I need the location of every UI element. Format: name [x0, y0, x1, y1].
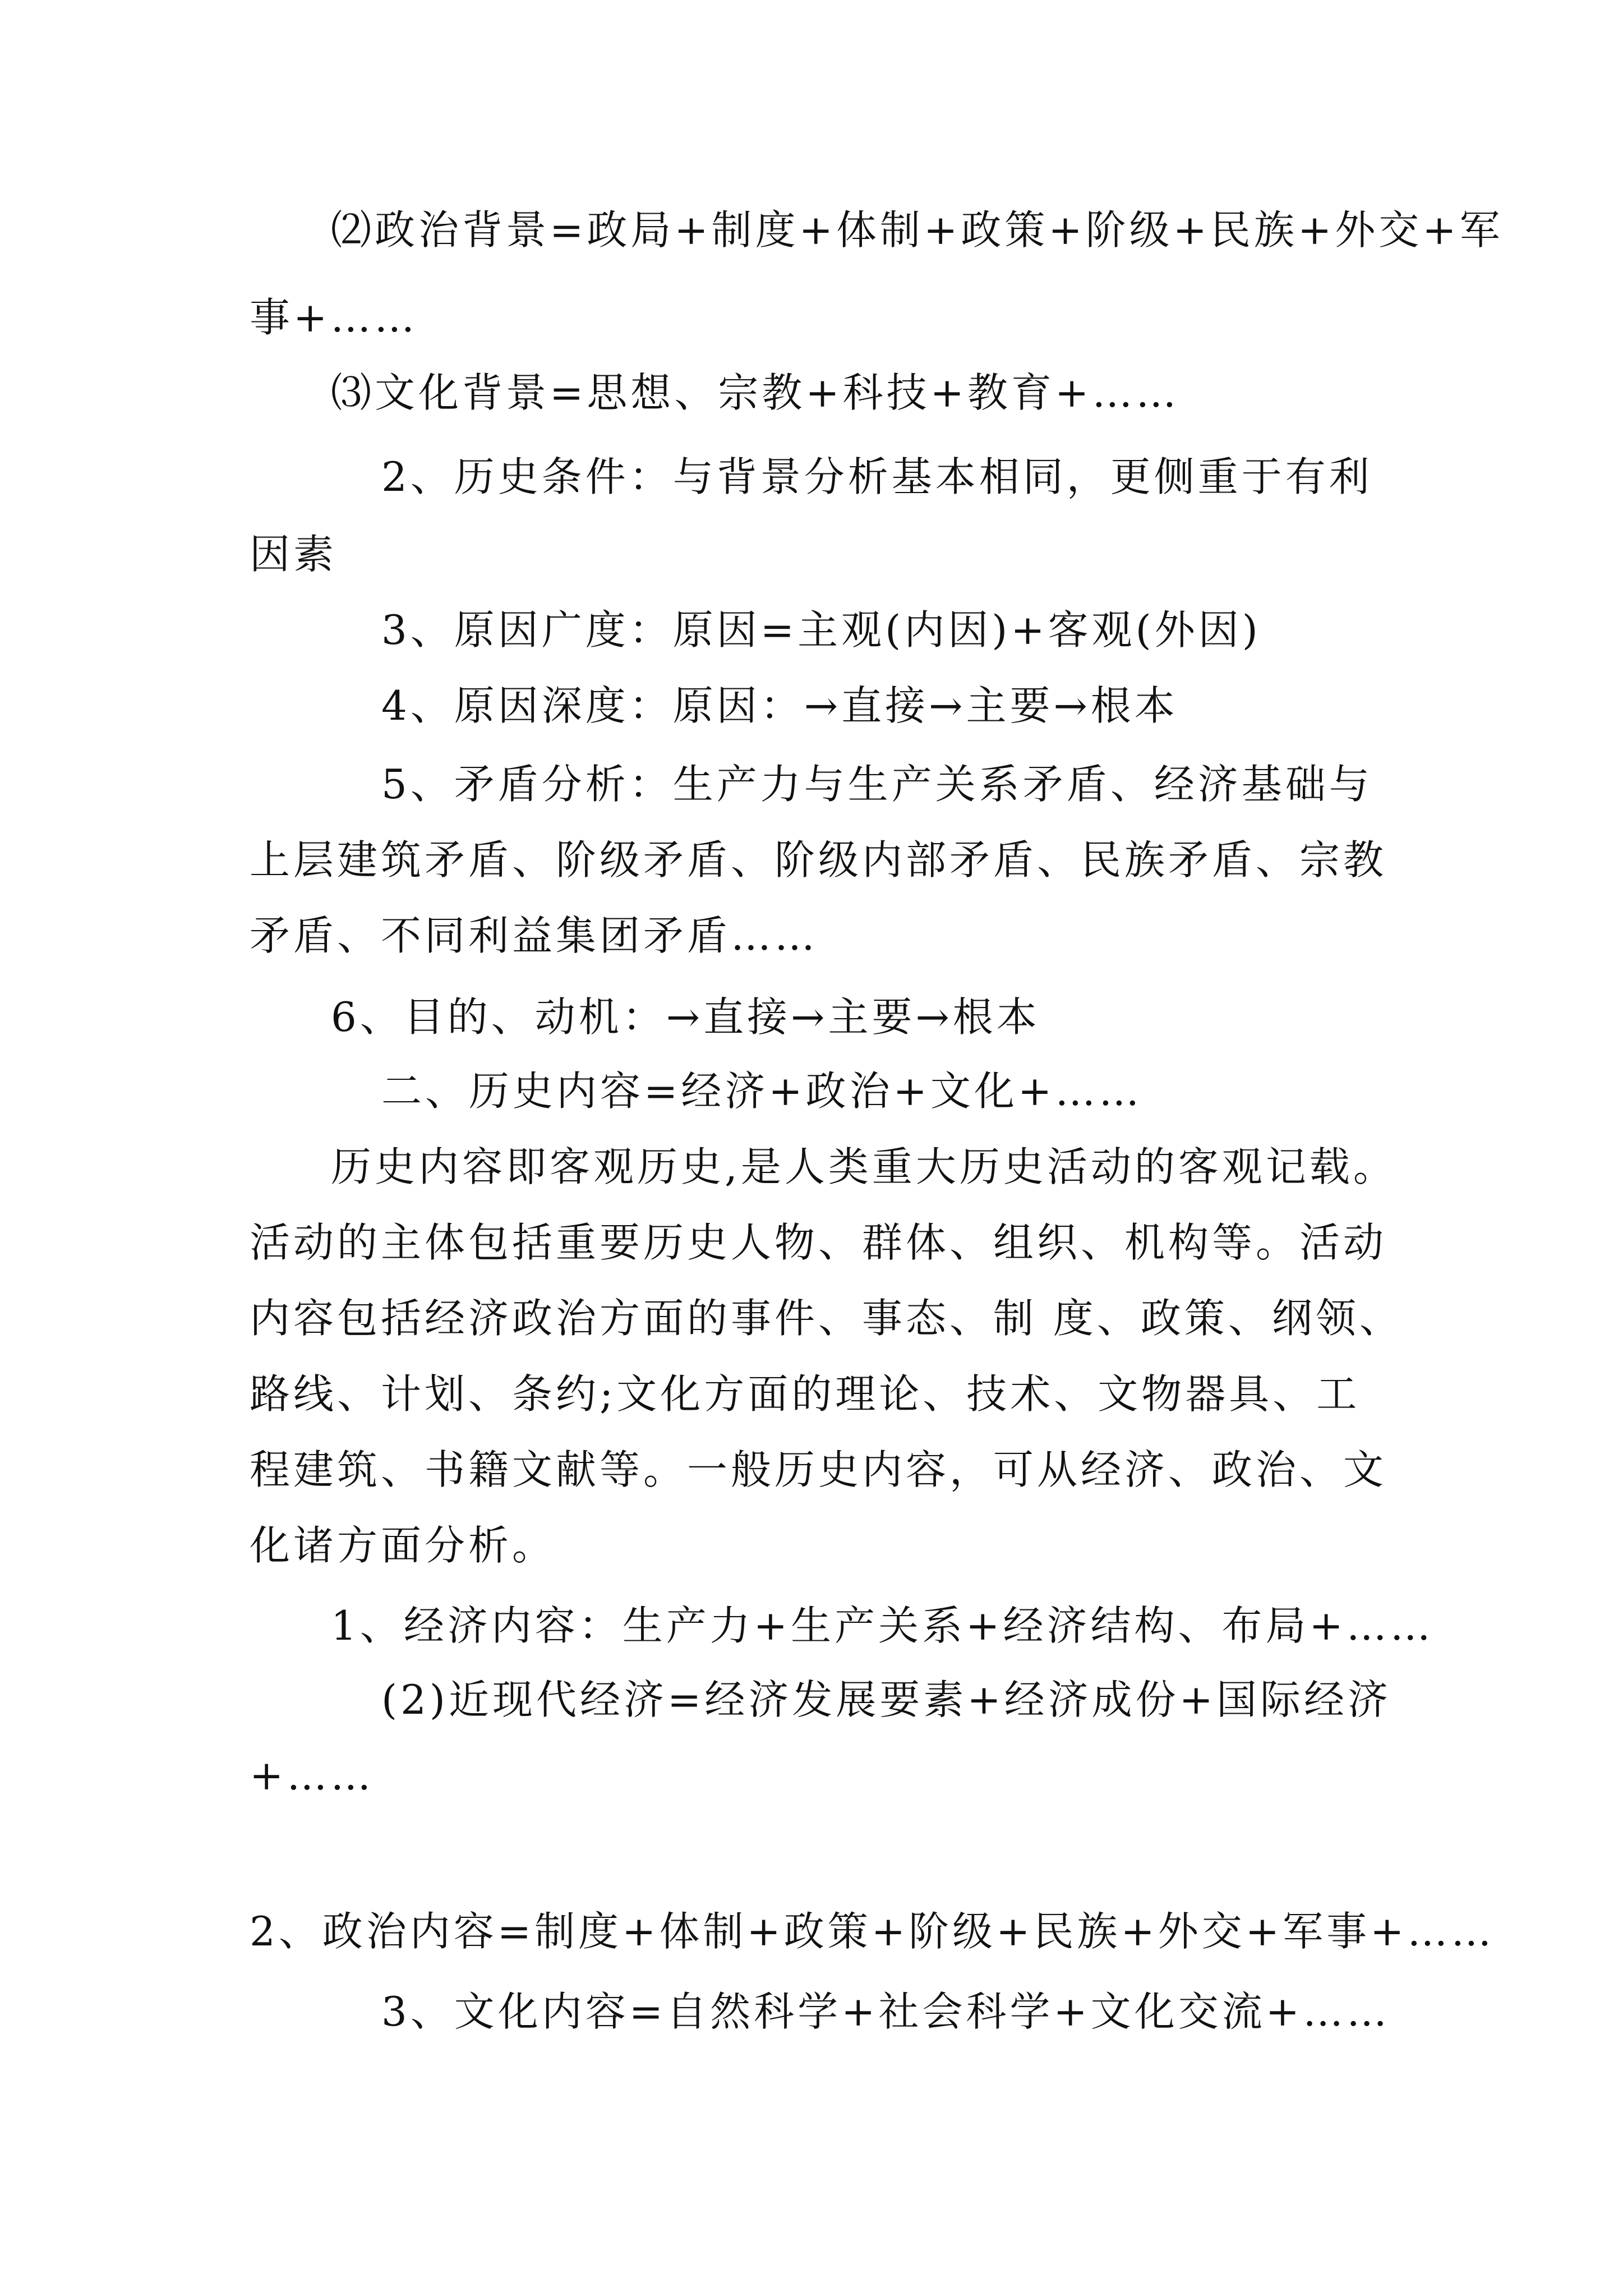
text-line: 1、经济内容：生产力+生产关系+经济结构、布局+……	[331, 1602, 1434, 1649]
text-line: 3、文化内容=自然科学+社会科学+文化交流+……	[381, 1988, 1391, 2035]
text-line: +……	[250, 1752, 375, 1799]
text-line: 2、历史条件：与背景分析基本相同，更侧重于有利	[381, 453, 1373, 500]
text-line: ⑶文化背景=思想、宗教+科技+教育+……	[331, 369, 1180, 416]
text-line: 5、矛盾分析：生产力与生产关系矛盾、经济基础与	[381, 761, 1373, 808]
text-line: 3、原因广度：原因=主观(内因)+客观(外因)	[381, 606, 1261, 654]
text-line: 程建筑、书籍文献等。一般历史内容，可从经济、政治、文	[250, 1446, 1387, 1493]
text-line: 二、历史内容=经济+政治+文化+……	[381, 1068, 1143, 1115]
text-line: 6、目的、动机：→直接→主要→根本	[331, 993, 1040, 1041]
text-line: 2、政治内容=制度+体制+政策+阶级+民族+外交+军事+……	[250, 1908, 1495, 1955]
text-line: 路线、计划、条约;文化方面的理论、技术、文物器具、工	[250, 1370, 1361, 1418]
text-line: ⑵政治背景=政局+制度+体制+政策+阶级+民族+外交+军	[331, 206, 1504, 254]
text-line: 上层建筑矛盾、阶级矛盾、阶级内部矛盾、民族矛盾、宗教	[250, 836, 1387, 884]
text-line: 活动的主体包括重要历史人物、群体、组织、机构等。活动	[250, 1219, 1387, 1266]
text-line: (2)近现代经济=经济发展要素+经济成份+国际经济	[381, 1676, 1391, 1723]
text-line: 历史内容即客观历史,是人类重大历史活动的客观记载。	[331, 1143, 1397, 1190]
text-line: 4、原因深度：原因：→直接→主要→根本	[381, 682, 1178, 729]
text-line: 矛盾、不同利益集团矛盾……	[250, 912, 819, 959]
text-line: 化诸方面分析。	[250, 1522, 556, 1569]
text-line: 事+……	[250, 294, 418, 341]
text-line: 内容包括经济政治方面的事件、事态、制 度、政策、纲领、	[250, 1295, 1403, 1342]
text-line: 因素	[250, 531, 338, 578]
